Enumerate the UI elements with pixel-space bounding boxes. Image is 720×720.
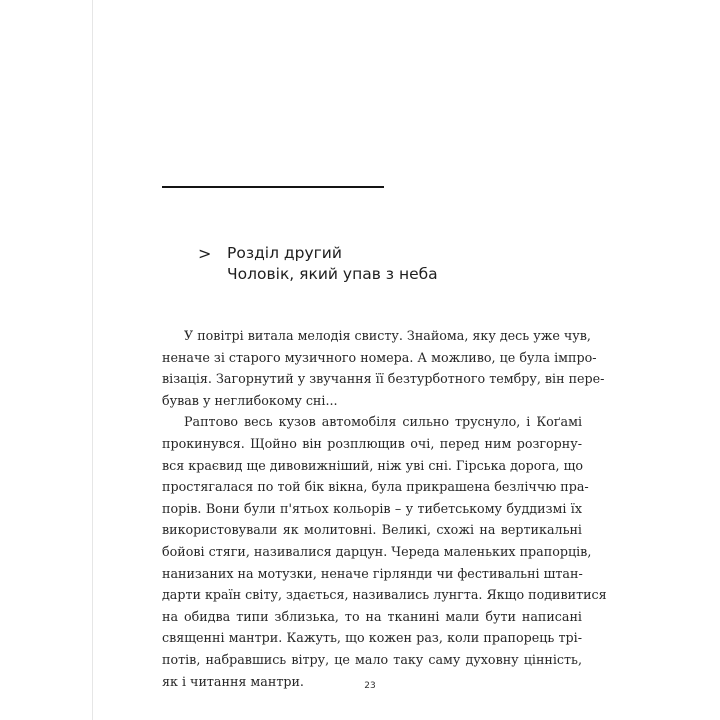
text-line: потів, набравшись вітру, це мало таку саму духовну цінність, [162, 651, 582, 667]
text-line: священні мантри. Кажуть, що кожен раз, коли прапорець трі- [162, 630, 582, 646]
chapter-heading [227, 243, 438, 285]
text-line: бував у неглибокому сні... [162, 392, 338, 408]
text-line: простягалася по той бік вікна, була прикрашена безліччю пра- [162, 479, 589, 495]
text-line: Раптово весь кузов автомобіля сильно труснуло, і Коґамі [184, 414, 582, 430]
text-line: порів. Вони були п'ятьох кольорів – у тибетському буддизмі їх [162, 500, 582, 516]
chapter-subtitle: Чоловік, який упав з неба [227, 265, 438, 283]
body-text [162, 325, 607, 692]
paragraph-1 [162, 325, 605, 411]
chapter-marker: > [198, 244, 212, 263]
text-line: У повітрі витала мелодія свисту. Знайома, яку десь уже чув, [184, 328, 591, 343]
text-line: використовували як молитовні. Великі, схожі на вертикальні [162, 522, 582, 538]
text-line: вся краєвид ще дивовижніший, ніж уві сні. Гірська дорога, що [162, 457, 584, 473]
text-line: як і читання мантри. [162, 673, 304, 689]
text-line: дарти країн світу, здається, називались лунгта. Якщо подивитися [162, 587, 607, 603]
text-line: візація. Загорнутий у звучання її безтурботного тембру, він пере- [162, 371, 605, 387]
text-line: на обидва типи зблизька, то на тканині мали бути написані [162, 608, 582, 624]
text-line: прокинувся. Щойно він розплющив очі, перед ним розгорну- [162, 435, 582, 451]
text-line: нанизаних на мотузки, неначе гірлянди чи фестивальні штан- [162, 565, 583, 581]
paragraph-2 [162, 411, 607, 692]
page-gutter-line [92, 0, 93, 720]
chapter-title: Розділ другий [227, 244, 342, 262]
page-number: 23 [364, 681, 376, 691]
chapter-rule [162, 186, 384, 188]
text-line: неначе зі старого музичного номера. А можливо, це була імпро- [162, 349, 597, 365]
text-line: бойові стяги, називалися дарцун. Череда маленьких прапорців, [162, 543, 592, 559]
